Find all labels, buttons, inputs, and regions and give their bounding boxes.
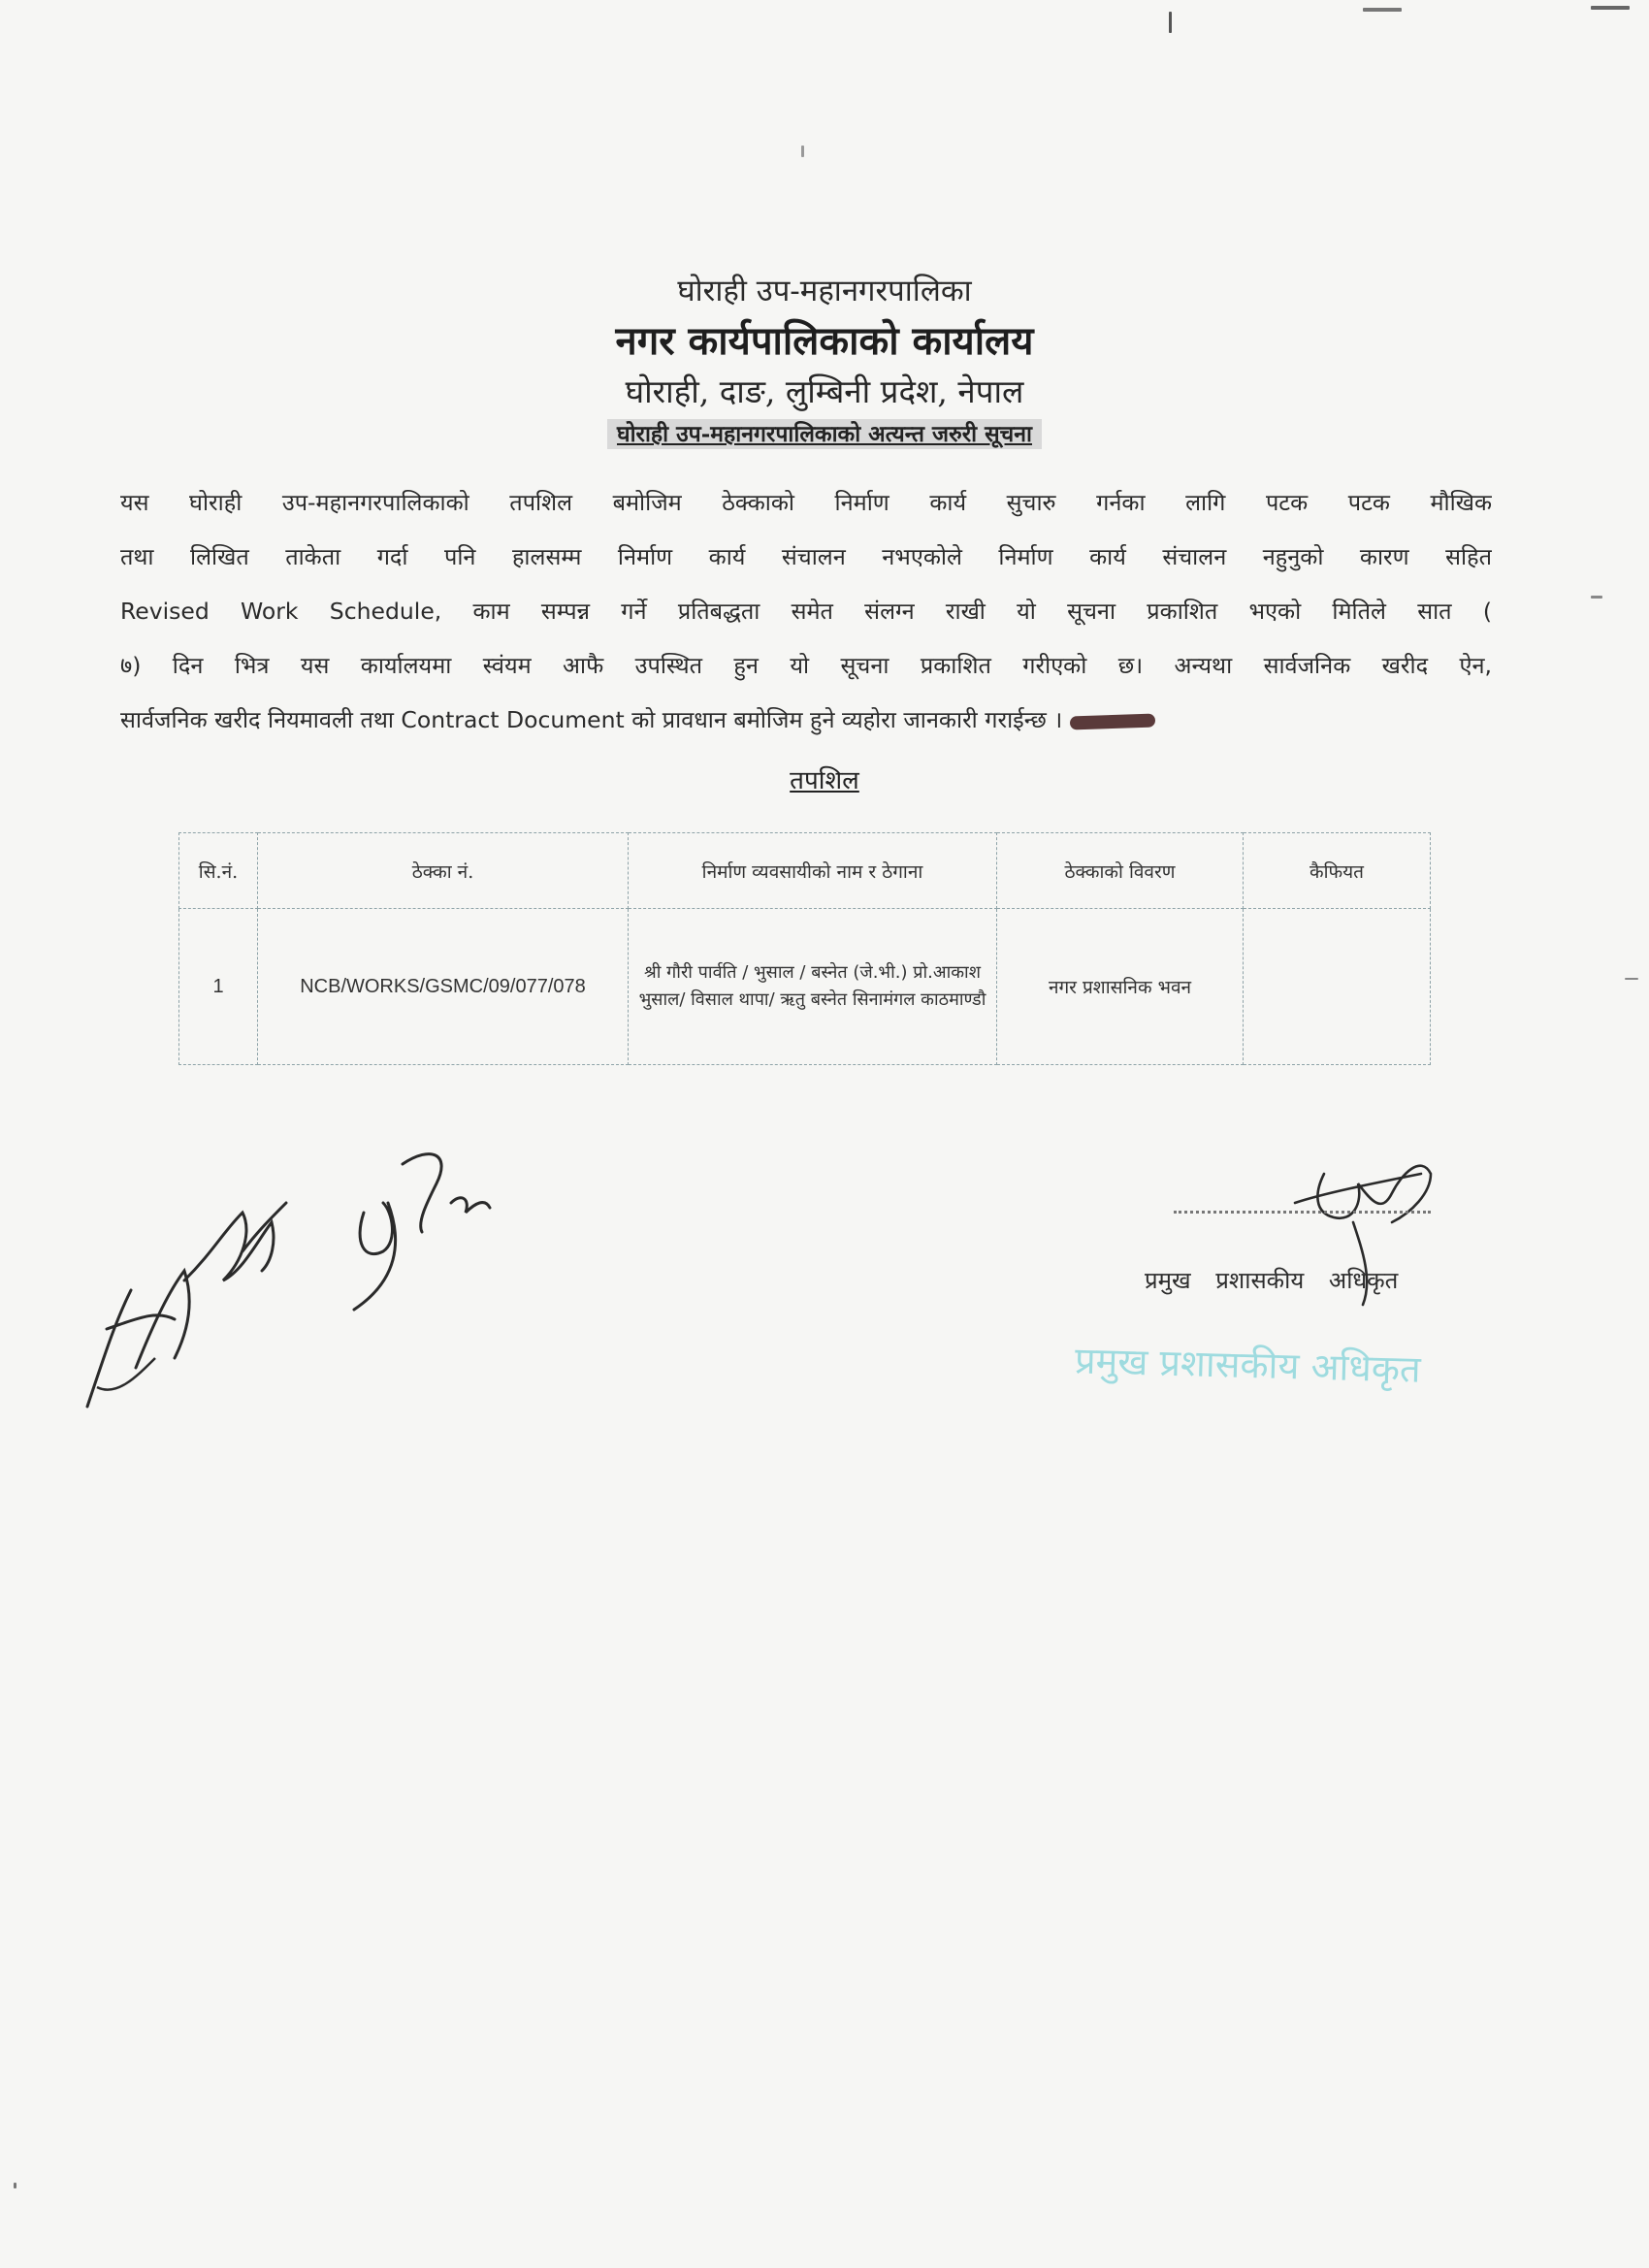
notice-line: Revised Work Schedule, काम सम्पन्न गर्ने प्रतिबद्धता समेत संलग्न राखी यो सूचना प्रकाशित भएको मितिले सात ( <box>120 598 1492 625</box>
official-stamp: प्रमुख प्रशासकीय अधिकृत <box>1074 1339 1422 1391</box>
cell-contract-no: NCB/WORKS/GSMC/09/077/078 <box>258 909 629 1065</box>
notice-line-last <box>120 693 1492 747</box>
scan-speck <box>1363 8 1402 12</box>
signatory-title: प्रमुख प्रशासकीय अधिकृत <box>1145 1267 1399 1294</box>
table-row <box>179 909 1431 1065</box>
scan-speck <box>1591 596 1602 599</box>
office-name: नगर कार्यपालिकाको कार्यालय <box>615 318 1034 364</box>
notice-title-text: घोराही उप-महानगरपालिकाको अत्यन्त जरुरी सूचना <box>607 419 1042 449</box>
handwritten-signature-left <box>78 1174 310 1445</box>
scan-speck <box>1625 978 1638 980</box>
col-header-contractor: निर्माण व्यवसायीको नाम र ठेगाना <box>629 833 997 909</box>
schedule-heading: तपशिल <box>790 766 859 795</box>
col-header-remarks: कैफियत <box>1244 833 1431 909</box>
notice-line: ७) दिन भित्र यस कार्यालयमा स्वंयम आफै उपस्थित हुन यो सूचना प्रकाशित गरीएको छ। अन्यथा सार्वजनिक खरीद ऐन, <box>120 652 1492 679</box>
col-header-contract-no: ठेक्का नं. <box>258 833 629 909</box>
scan-speck <box>1591 6 1630 10</box>
col-header-description: ठेक्काको विवरण <box>997 833 1244 909</box>
table-header-row <box>179 833 1431 909</box>
notice-line-text: सार्वजनिक खरीद नियमावली तथा Contract Document को प्रावधान बमोजिम हुने व्यहोरा जानकारी गराईन्छ । <box>120 706 1063 733</box>
notice-title <box>0 417 1649 448</box>
cell-sn: 1 <box>179 909 258 1065</box>
office-address: घोराही, दाङ, लुम्बिनी प्रदेश, नेपाल <box>625 373 1024 410</box>
signature-line <box>1174 1211 1431 1214</box>
cell-remarks <box>1244 909 1431 1065</box>
notice-body <box>120 475 1492 747</box>
handwritten-signature-middle <box>344 1145 500 1319</box>
schedule-table <box>178 832 1431 1065</box>
cell-description: नगर प्रशासनिक भवन <box>997 909 1244 1065</box>
scan-speck <box>1169 12 1172 33</box>
scan-speck <box>14 2183 16 2188</box>
notice-line: तथा लिखित ताकेता गर्दा पनि हालसम्म निर्माण कार्य संचालन नभएकोले निर्माण कार्य संचालन नहुनुको कारण सहित <box>120 543 1492 570</box>
redaction-mark <box>1070 713 1155 729</box>
municipality-name: घोराही उप-महानगरपालिका <box>677 274 972 308</box>
cell-contractor: श्री गौरी पार्वति / भुसाल / बस्नेत (जे.भी.) प्रो.आकाश भुसाल/ विसाल थापा/ ऋतु बस्नेत सिनामंगल काठमाण्डौ <box>629 909 997 1065</box>
scan-speck <box>801 146 804 157</box>
notice-line: यस घोराही उप-महानगरपालिकाको तपशिल बमोजिम ठेक्काको निर्माण कार्य सुचारु गर्नका लागि पटक पटक मौखिक <box>120 489 1492 516</box>
col-header-sn: सि.नं. <box>179 833 258 909</box>
